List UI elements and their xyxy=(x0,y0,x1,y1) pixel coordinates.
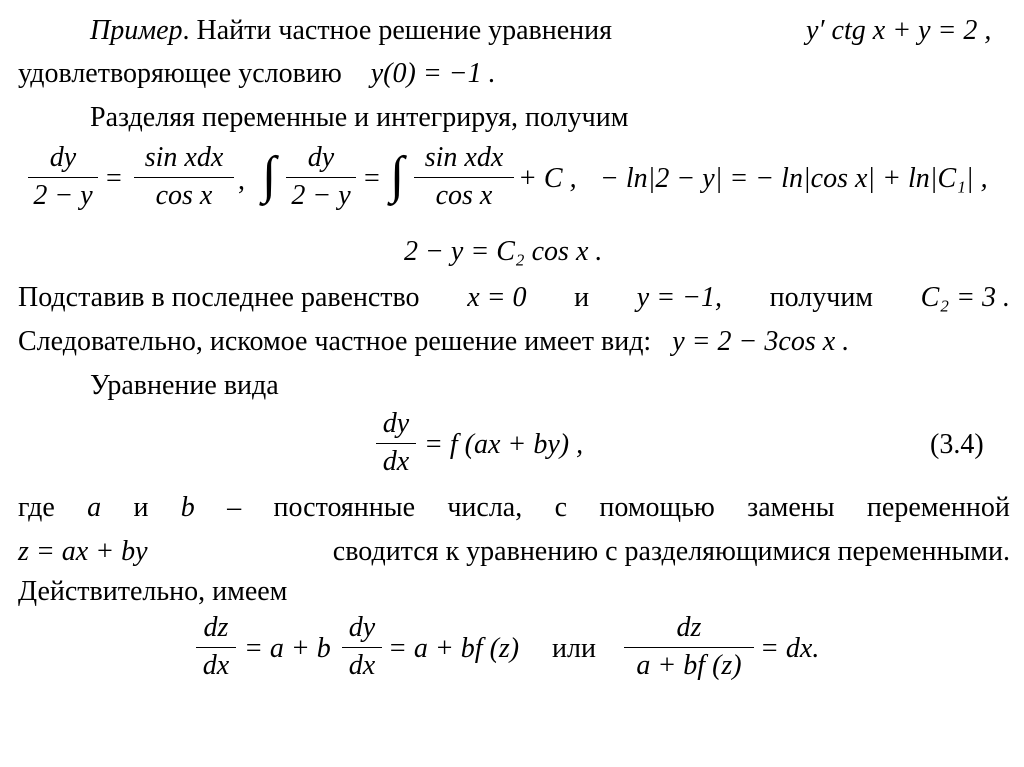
denominator: cos x xyxy=(155,180,213,211)
denominator: dx xyxy=(348,650,376,681)
numerator: dy xyxy=(49,142,77,173)
substitution-method-text: сводится к уравнению с разделяющимися переменными. xyxy=(332,536,1010,567)
fraction-dy-over-2-y xyxy=(28,142,98,212)
particular-solution: y = 2 − 3cos x . xyxy=(672,326,850,357)
constants-line xyxy=(18,491,1010,525)
fraction-sin-over-cos xyxy=(134,142,234,212)
substitution-method-line xyxy=(18,535,1010,569)
word: числа, xyxy=(447,492,523,523)
log-equation: − ln|2 − y| = − ln|cos x| + ln|C₁| , xyxy=(600,163,988,194)
numerator: sin xdx xyxy=(424,142,504,173)
fraction-dy-dx-2 xyxy=(342,612,382,682)
equation-rhs: = f (ax + by) , xyxy=(424,429,584,460)
indeed-text: Действительно, имеем xyxy=(18,576,288,607)
equation-middle: = a + b xyxy=(244,633,331,664)
numerator: dy xyxy=(348,612,376,643)
numerator: dz xyxy=(676,612,702,643)
fraction-dy-over-2-y-integral xyxy=(286,142,356,212)
equals-sign: = xyxy=(364,163,380,194)
word: замены xyxy=(747,492,835,523)
word: помощью xyxy=(599,492,715,523)
substitution-formula: z = ax + by xyxy=(18,536,148,567)
substitution-line xyxy=(18,281,1010,315)
equation-result: = a + bf (z) xyxy=(388,633,520,664)
integral-sign: ∫ xyxy=(390,147,405,204)
numerator: dy xyxy=(307,142,335,173)
integral-sign: ∫ xyxy=(262,147,277,204)
numerator: sin xdx xyxy=(144,142,224,173)
conclusion-text: Следовательно, искомое частное решение имеет вид: xyxy=(18,326,652,357)
var-a: a xyxy=(87,492,102,523)
dash: – xyxy=(227,492,242,523)
var-b: b xyxy=(180,492,195,523)
equation-type-text: Уравнение вида xyxy=(90,370,279,401)
or-word: или xyxy=(552,633,596,664)
denominator: dx xyxy=(202,650,230,681)
denominator: a + bf (z) xyxy=(636,650,742,681)
separation-text: Разделяя переменные и интегрируя, получим xyxy=(90,102,629,133)
denominator: 2 − y xyxy=(291,180,351,211)
fraction-dz-over-a-bfz xyxy=(624,612,754,682)
fraction-dz-dx xyxy=(196,612,236,682)
word: постоянные xyxy=(273,492,415,523)
example-text: . Найти частное решение уравнения xyxy=(182,15,613,46)
constant-value: C₂ = 3 . xyxy=(920,282,1010,313)
condition-text: удовлетворяющее условию xyxy=(18,58,342,89)
word: и xyxy=(133,492,149,523)
word: с xyxy=(554,492,568,523)
denominator: cos x xyxy=(435,180,493,211)
example-equation xyxy=(806,14,991,48)
equation-end: = dx. xyxy=(760,633,820,664)
substitution-text: Подставив в последнее равенство xyxy=(18,282,420,313)
denominator: 2 − y xyxy=(33,180,93,211)
conclusion-line xyxy=(18,325,1010,359)
equation-text: y′ ctg x + y = 2 , xyxy=(806,15,992,46)
x-value: x = 0 xyxy=(467,282,527,313)
y-value: y = −1, xyxy=(636,282,723,313)
equation-number: (3.4) xyxy=(930,429,984,460)
numerator: dy xyxy=(382,408,410,439)
numerator: dz xyxy=(203,612,229,643)
plus-constant: + C , xyxy=(518,163,577,194)
example-lead: Пример xyxy=(90,15,183,46)
comma: , xyxy=(238,165,245,196)
fraction-sin-over-cos-integral xyxy=(414,142,514,212)
conjunction: и xyxy=(574,282,590,313)
denominator: dx xyxy=(382,446,410,477)
condition-equation: y(0) = −1 . xyxy=(370,58,496,89)
word: переменной xyxy=(866,492,1010,523)
condition-line xyxy=(18,57,1010,91)
word: где xyxy=(18,492,55,523)
get-text: получим xyxy=(769,282,874,313)
general-solution: 2 − y = C₂ cos x . xyxy=(404,236,603,267)
fraction-dy-dx xyxy=(376,408,416,478)
equals-sign: = xyxy=(106,163,122,194)
